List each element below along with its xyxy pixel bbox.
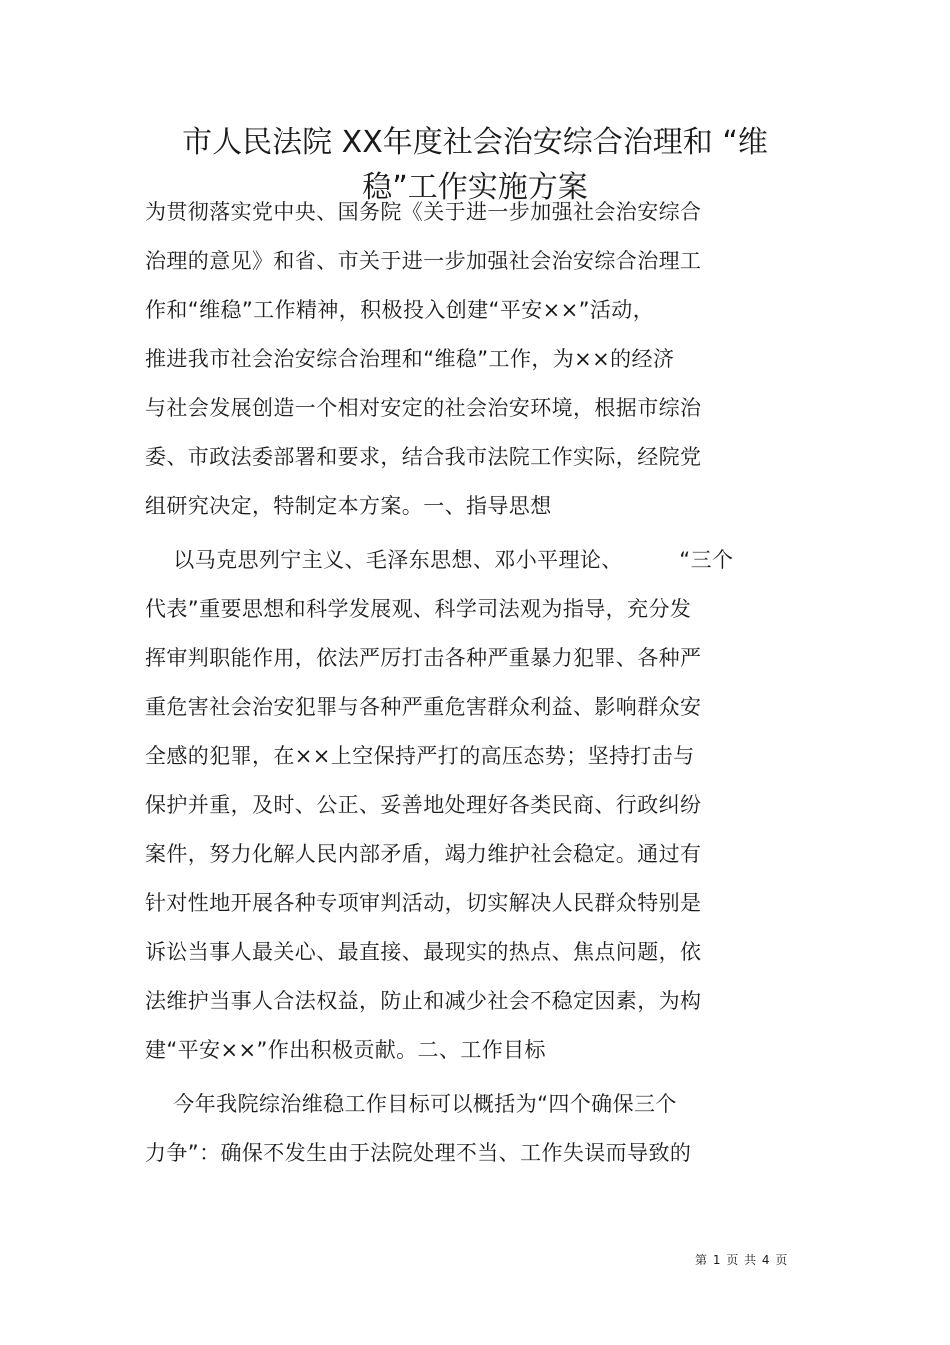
body-line: 组研究决定，特制定本方案。一、指导思想 [145, 494, 552, 518]
page-number-footer: 第 1 页 共 4 页 [695, 1253, 789, 1267]
document-title-line-1: 市人民法院 XX年度社会治安综合治理和 “维 [182, 125, 768, 160]
body-line: 推进我市社会治安综合治理和“维稳”工作，为××的经济 [145, 347, 675, 371]
body-line: 以马克思列宁主义、毛泽东思想、邓小平理论、 “三个 [145, 548, 734, 572]
body-line: 建“平安××”作出积极贡献。二、工作目标 [145, 1038, 546, 1062]
body-line: 与社会发展创造一个相对安定的社会治安环境，根据市综治 [145, 396, 702, 420]
body-line: 全感的犯罪，在××上空保持严打的高压态势；坚持打击与 [145, 744, 695, 768]
body-line: 今年我院综治维稳工作目标可以概括为“四个确保三个 [145, 1092, 677, 1116]
body-line: 挥审判职能作用，依法严厉打击各种严重暴力犯罪、各种严 [145, 646, 702, 670]
document-title-line-2: 稳”工作实施方案 [362, 170, 588, 205]
body-line: 法维护当事人合法权益，防止和减少社会不稳定因素，为构 [145, 989, 702, 1013]
body-line: 委、市政法委部署和要求，结合我市法院工作实际，经院党 [145, 445, 702, 469]
body-line: 作和“维稳”工作精神，积极投入创建“平安××”活动， [145, 298, 655, 322]
body-line: 案件，努力化解人民内部矛盾，竭力维护社会稳定。通过有 [145, 842, 702, 866]
body-line: 为贯彻落实党中央、国务院《关于进一步加强社会治安综合 [145, 200, 702, 224]
body-line: 治理的意见》和省、市关于进一步加强社会治安综合治理工 [145, 249, 702, 273]
body-line: 诉讼当事人最关心、最直接、最现实的热点、焦点问题，依 [145, 940, 702, 964]
body-line: 针对性地开展各种专项审判活动，切实解决人民群众特别是 [145, 891, 702, 915]
body-line: 力争”：确保不发生由于法院处理不当、工作失误而导致的 [145, 1141, 692, 1165]
body-line: 重危害社会治安犯罪与各种严重危害群众利益、影响群众安 [145, 695, 702, 719]
body-line: 保护并重，及时、公正、妥善地处理好各类民商、行政纠纷 [145, 793, 702, 817]
body-line: 代表”重要思想和科学发展观、科学司法观为指导，充分发 [145, 597, 692, 621]
